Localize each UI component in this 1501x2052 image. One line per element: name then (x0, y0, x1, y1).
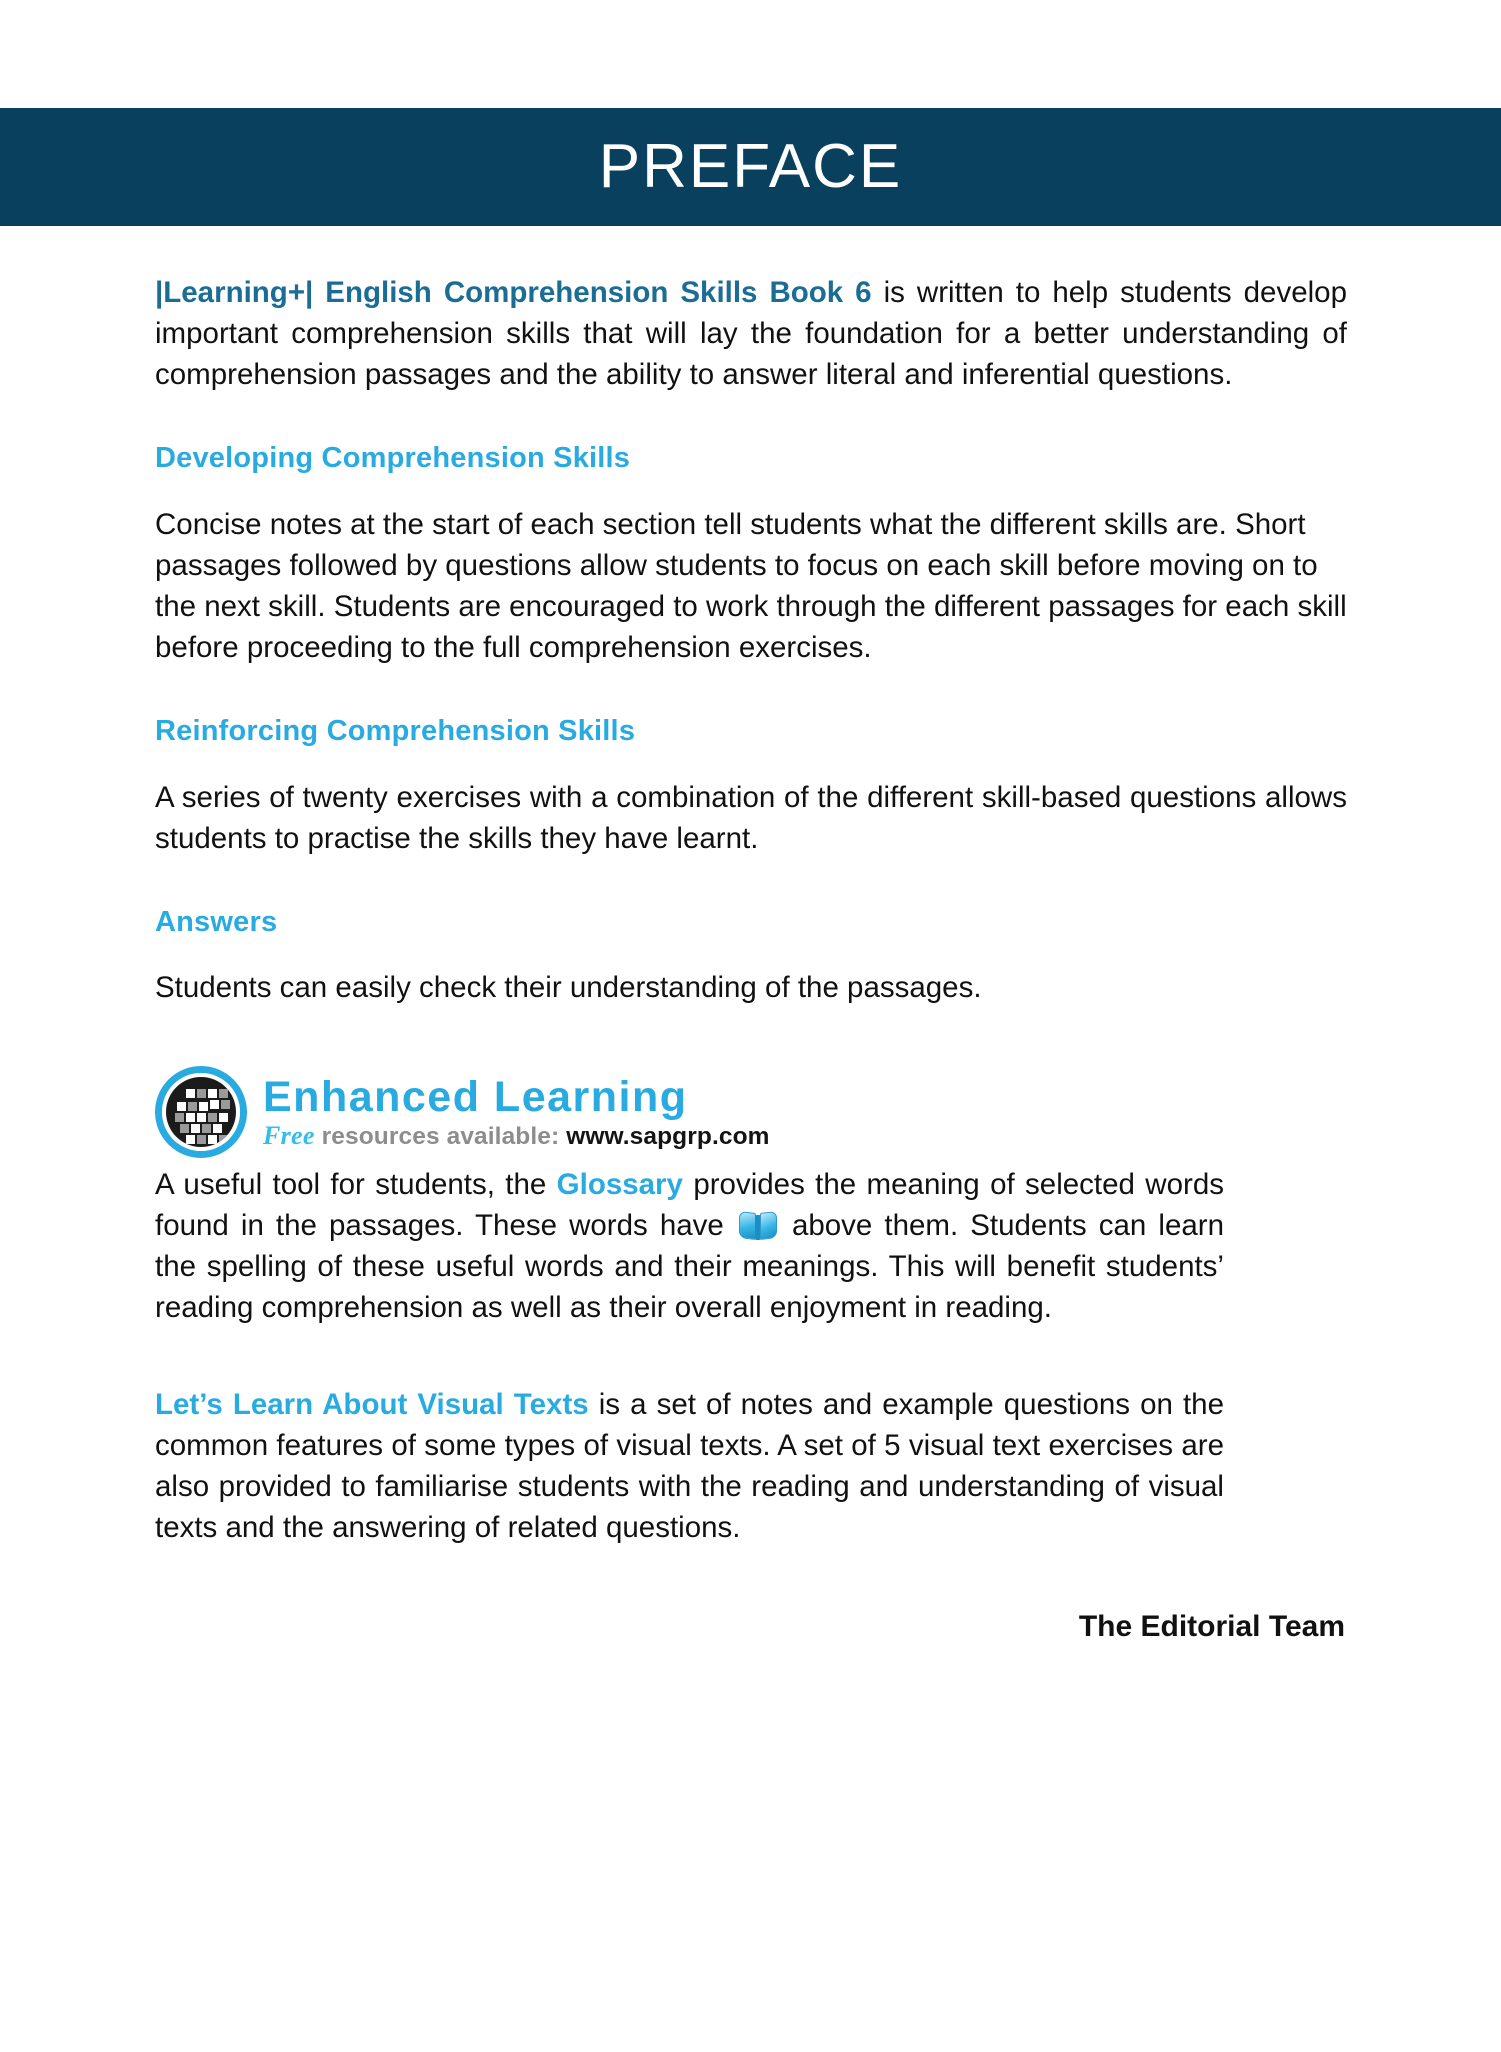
section-body-answers: Students can easily check their understanding of the passages. (155, 971, 982, 1005)
enhanced-learning-subtitle (263, 1120, 770, 1150)
website-url[interactable]: www.sapgrp.com (566, 1122, 770, 1150)
editorial-team-signature: The Editorial Team (1078, 1610, 1345, 1644)
visual-texts-paragraph-rest: is a set of notes and example questions on the common features of some types of visual texts. A set of 5 visual text exercises are also provided to familiarise students with the reading and understanding of visual texts and the answering of related questions. (155, 1388, 1224, 1545)
section-heading-answers: Answers (155, 905, 278, 938)
free-label: Free (263, 1120, 315, 1150)
spacer (155, 395, 1347, 441)
spacer (155, 476, 1347, 504)
enhanced-learning-logo (155, 1066, 1347, 1158)
visual-texts-highlight: Let’s Learn About Visual Texts (155, 1388, 589, 1422)
preface-content (155, 272, 1347, 1644)
glossary-paragraph-part3: above them. Students can learn the spelling of these useful words and their meanings. This will benefit students’ reading comprehension as well as their overall enjoyment in reading. (155, 1209, 1224, 1325)
visual-texts-paragraph (155, 1384, 1224, 1548)
glossary-highlight: Glossary (556, 1168, 683, 1202)
section-body-reinforcing: A series of twenty exercises with a combination of the different skill-based questions allows students to practise the skills they have learnt. (155, 780, 1347, 855)
intro-paragraph-rest: is written to help students develop important comprehension skills that will lay the foundation for a better understanding of comprehension passages and the ability to answer literal and inferential questions. (155, 276, 1347, 391)
book-title-lead: |Learning+| English Comprehension Skills Book 6 (155, 276, 872, 309)
intro-paragraph (155, 272, 1347, 395)
spacer (155, 668, 1347, 714)
open-book-icon (739, 1212, 777, 1241)
spacer (155, 749, 1347, 777)
badge-crossword-disc (166, 1077, 236, 1147)
spacer (155, 939, 1347, 967)
enhanced-learning-badge-icon (155, 1066, 247, 1158)
section-heading-reinforcing: Reinforcing Comprehension Skills (155, 714, 636, 747)
enhanced-learning-title: Enhanced Learning (263, 1072, 688, 1121)
resources-available-label: resources available: (314, 1122, 567, 1150)
glossary-paragraph-part2: provides the meaning of selected words found in the passages. These words have (155, 1168, 1224, 1243)
spacer (155, 859, 1347, 905)
glossary-paragraph-part1: A useful tool for students, the (155, 1168, 557, 1202)
section-body-developing: Concise notes at the start of each section tell students what the different skills are. Short passages followed by questions allow students to focus on each skill before moving on to the next skill. Students are encouraged to work through the different passages for each skill before proceeding to the full comprehension exercises. (155, 507, 1347, 664)
page-title: PREFACE (598, 132, 903, 201)
section-heading-developing: Developing Comprehension Skills (155, 442, 631, 474)
enhanced-learning-wordmark (263, 1072, 770, 1150)
glossary-paragraph (155, 1164, 1224, 1328)
page-header-banner (0, 108, 1501, 226)
spacer (155, 1328, 1347, 1384)
